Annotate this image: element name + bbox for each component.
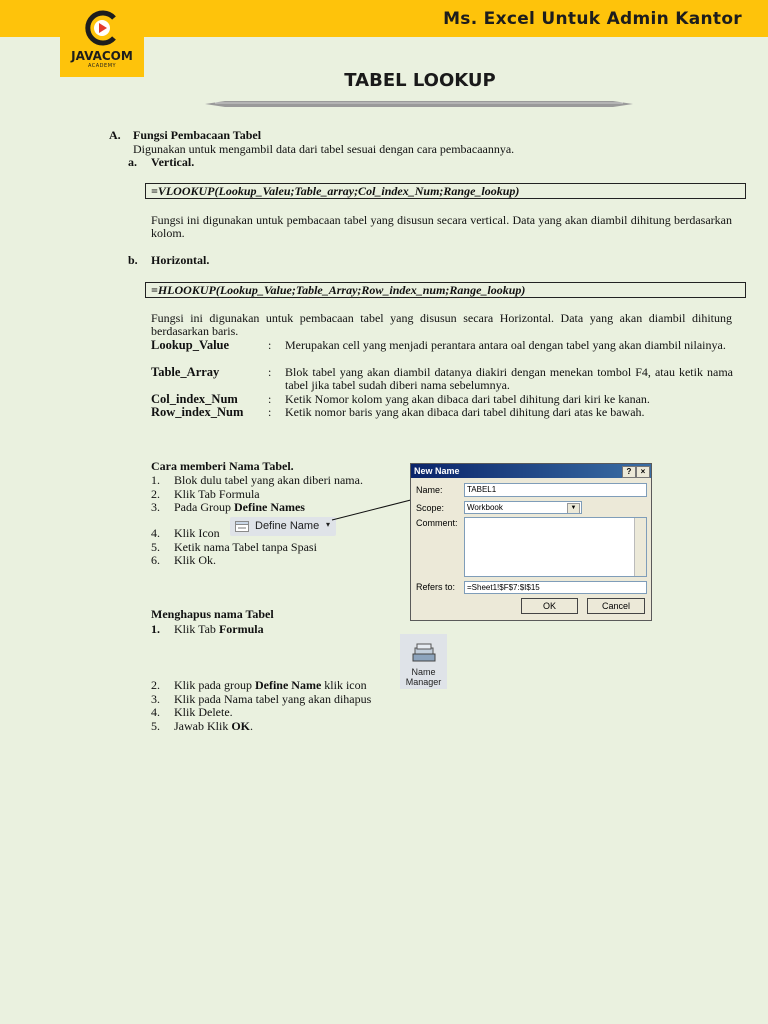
term-col-index-desc: Ketik Nomor kolom yang akan dibaca dari tabel dihitung dari kiri ke kanan. [285,392,650,406]
logo [60,0,144,77]
term-row-index: Row_index_Num [151,405,244,419]
naming-step-text: Klik Ok. [174,553,216,567]
vertical-title: Vertical. [151,155,195,169]
define-name-icon [235,521,249,532]
deleting-step-text [174,720,253,733]
step-num: 5. [151,719,160,733]
term-colon: : [268,405,272,419]
term-lookup-value-desc: Merupakan cell yang menjadi perantara antara oal dengan tabel yang akan diambil nilainya. [285,338,726,352]
logo-icon [84,9,120,47]
hlookup-formula: =HLOOKUP(Lookup_Value;Table_Array;Row_index_num;Range_lookup) [145,282,746,298]
deleting-step-text [174,679,367,692]
section-a-label: A. [109,128,121,142]
define-name-label: Define Name [255,520,320,532]
page-title: TABEL LOOKUP [344,70,496,91]
deleting-step-text [174,623,264,636]
horizontal-label: b. [128,253,138,267]
step-num: 4. [151,526,160,540]
name-manager-button[interactable] [400,634,447,689]
step-num: 2. [151,487,160,501]
vertical-desc: Fungsi ini digunakan untuk pembacaan tabel yang disusun secara vertical. Data yang akan diambil dihitung berdasarkan kolom. [151,213,732,240]
name-input[interactable]: TABEL1 [464,483,647,497]
ok-button[interactable]: OK [521,598,578,614]
step-bold: OK [231,719,250,733]
comment-scrollbar[interactable] [634,518,646,576]
term-table-array: Table_Array [151,365,220,379]
naming-step-text [174,501,305,514]
horizontal-title: Horizontal. [151,253,210,267]
step-text: Klik Tab [174,622,219,636]
scope-select[interactable] [464,501,582,514]
comment-textarea[interactable] [464,517,647,577]
step-after: . [250,719,253,733]
define-name-button[interactable] [230,517,336,536]
step-num: 5. [151,540,160,554]
header-title: Ms. Excel Untuk Admin Kantor [443,9,742,29]
chevron-down-icon: ▼ [567,503,580,514]
step-num: 2. [151,678,160,692]
dialog-title: New Name [414,466,460,476]
refers-label: Refers to: [416,582,456,592]
dialog-title-bar [411,464,651,478]
term-colon: : [268,338,272,352]
horizontal-desc: Fungsi ini digunakan untuk pembacaan tabel yang disusun secara Horizontal. Data yang akan diambil dihitung berdasarkan baris. [151,311,732,338]
deleting-title: Menghapus nama Tabel [151,607,274,621]
vlookup-formula: =VLOOKUP(Lookup_Valeu;Table_array;Col_index_Num;Range_lookup) [145,183,746,199]
naming-step-text: Blok dulu tabel yang akan diberi nama. [174,473,363,487]
step-bold: Define Names [234,500,305,514]
term-table-array-desc: Blok tabel yang akan diambil datanya diakiri dengan menekan tombol F4, atau ketik nama tabel jika tabel sudah diberi nama sebelumnya. [285,365,733,392]
new-name-dialog [410,463,652,621]
step-bold: Define Name [254,678,322,692]
step-bold: Formula [218,622,264,636]
term-row-index-desc: Ketik nomor baris yang akan dibaca dari tabel dihitung dari atas ke bawah. [285,405,645,419]
naming-step-text: Klik Tab Formula [174,487,260,501]
step-text: Jawab Klik [174,719,232,733]
deleting-step-text: Klik Delete. [174,705,233,719]
name-manager-icon [412,640,436,664]
step-num: 3. [151,692,160,706]
help-button[interactable]: ? [622,466,636,478]
close-button[interactable]: × [636,466,650,478]
name-label: Name: [416,485,443,495]
step-num: 6. [151,553,160,567]
term-colon: : [268,392,272,406]
cancel-button[interactable]: Cancel [587,598,645,614]
scope-value: Workbook [467,503,503,512]
step-num: 1. [151,622,160,636]
refers-input[interactable]: =Sheet1!$F$7:$I$15 [464,581,647,594]
logo-name: JAVACOM [71,49,133,63]
step-num: 1. [151,473,160,487]
naming-title: Cara memberi Nama Tabel. [151,459,294,473]
term-lookup-value: Lookup_Value [151,338,230,352]
naming-step-text: Ketik nama Tabel tanpa Spasi [174,540,317,554]
term-col-index: Col_index_Num [151,392,238,406]
chevron-down-icon: ▾ [326,520,331,529]
title-divider [205,100,633,108]
section-a-intro: Digunakan untuk mengambil data dari tabel sesuai dengan cara pembacaannya. [133,142,515,156]
scope-label: Scope: [416,503,445,513]
step-num: 4. [151,705,160,719]
step-text: Pada Group [174,500,234,514]
term-colon: : [268,365,272,379]
step-text: Klik pada group [174,678,255,692]
name-manager-label-1: Name [411,667,436,677]
comment-label: Comment: [416,518,458,528]
step-num: 3. [151,500,160,514]
step-after: klik icon [321,678,367,692]
name-manager-label-2: Manager [405,677,442,687]
vertical-label: a. [128,155,137,169]
logo-sub: ACADEMY [87,63,117,69]
section-a-title: Fungsi Pembacaan Tabel [133,128,262,142]
naming-step-text: Klik Icon [174,526,220,540]
deleting-step-text: Klik pada Nama tabel yang akan dihapus [174,692,372,706]
